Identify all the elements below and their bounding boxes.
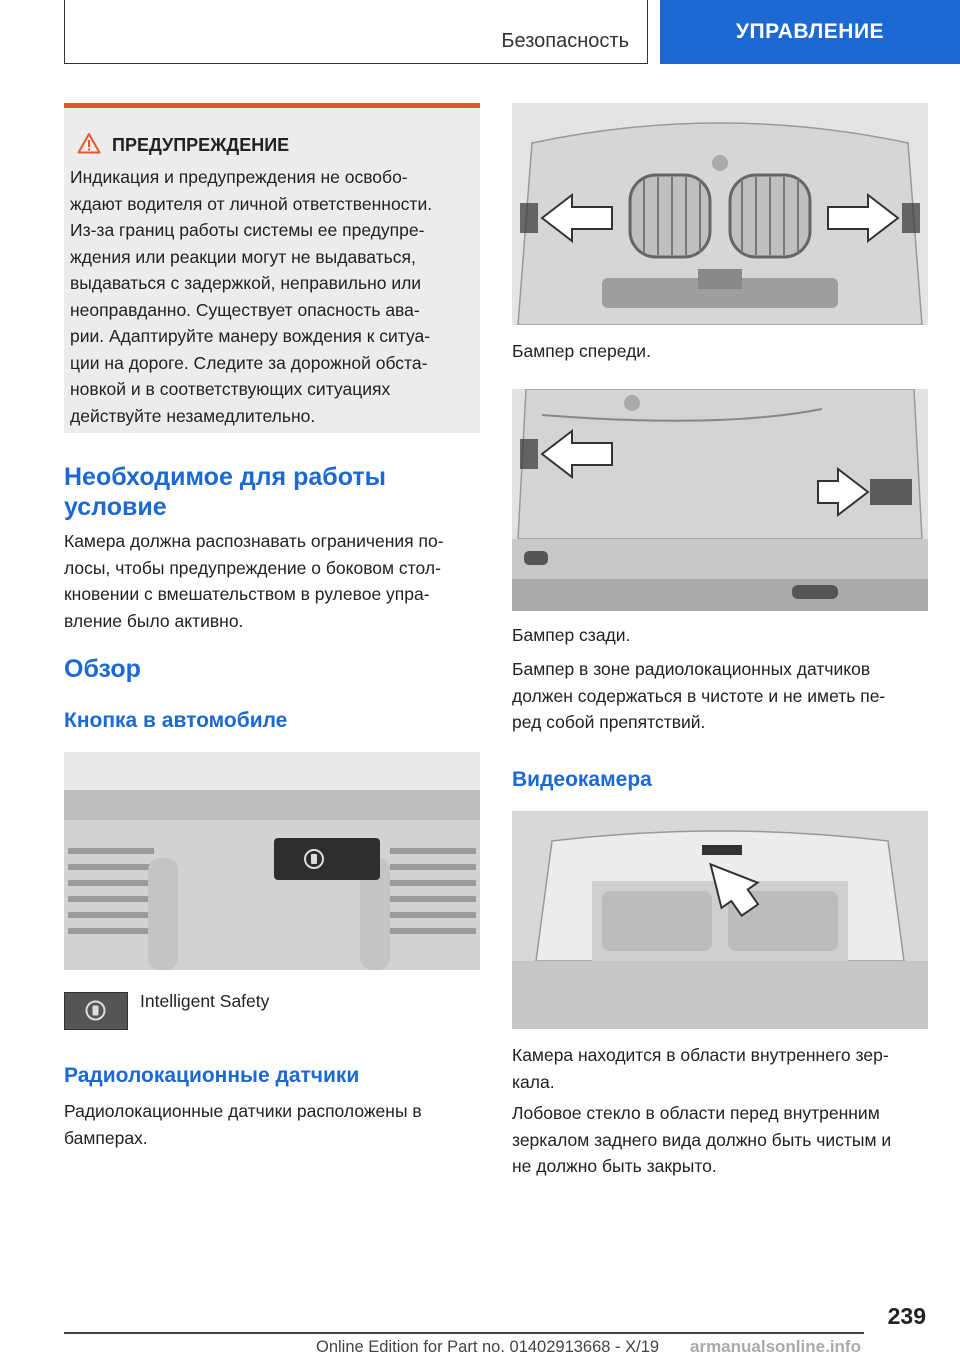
condition-heading: Необходимое для работы условие <box>64 463 386 521</box>
camera-caption: Камера находится в области внутреннего зер- кала. <box>512 1045 889 1092</box>
front-bumper-image <box>512 103 928 325</box>
radar-text: Радиолокационные датчики расположены в бамперах. <box>64 1101 422 1148</box>
header-chapter-tab: УПРАВЛЕНИЕ <box>660 0 960 64</box>
footer-watermark: armanualsonline.info <box>690 1337 861 1356</box>
front-bumper-caption: Бампер спереди. <box>512 341 651 361</box>
car-button-image <box>64 752 480 970</box>
intelligent-safety-label: Intelligent Safety <box>140 991 270 1011</box>
condition-text: Камера должна распознавать ограничения по- лосы, чтобы предупреждение о боковом стол- кновении с вмешательством в рулевое упра- вление было активно. <box>64 531 444 631</box>
page-number: 239 <box>887 1303 926 1329</box>
warning-triangle-icon <box>77 132 101 154</box>
warning-title: ПРЕДУПРЕЖДЕНИЕ <box>112 135 290 155</box>
button-heading: Кнопка в автомобиле <box>64 709 288 732</box>
header-section-tab <box>64 0 648 64</box>
rear-bumper-image <box>512 389 928 611</box>
bumper-note: Бампер в зоне радиолокационных датчиков должен содержаться в чистоте и не иметь пе- ред собой препятствий. <box>512 659 886 732</box>
intelligent-safety-button-icon <box>64 992 128 1030</box>
warning-text: Индикация и предупреждения не освобо- ждают водителя от личной ответственности. Из-за границ работы системы ее предупре- ждения или реакции могут не выдаваться, выдаваться с задержкой, неправильно или неоправданно. Существует опасность ава- рии. Адаптируйте манеру вождения к ситуа- ции на дороге. Следите за дорожной обста- новкой и в соответствующих ситуациях действуйте незамедлительно. <box>70 167 433 426</box>
warning-box <box>64 103 480 433</box>
camera-heading: Видеокамера <box>512 768 652 791</box>
header-section-title: Безопасность <box>501 30 629 52</box>
footer-divider <box>64 1332 864 1334</box>
footer-edition: Online Edition for Part no. 01402913668 - X/19 <box>316 1338 660 1356</box>
overview-heading: Обзор <box>64 655 141 683</box>
camera-note: Лобовое стекло в области перед внутренним зеркалом заднего вида должно быть чистым и не должно быть закрыто. <box>512 1103 892 1176</box>
rear-bumper-caption: Бампер сзади. <box>512 625 631 645</box>
camera-image <box>512 811 928 1029</box>
condition-section <box>64 462 480 634</box>
radar-heading: Радиолокационные датчики <box>64 1064 360 1087</box>
